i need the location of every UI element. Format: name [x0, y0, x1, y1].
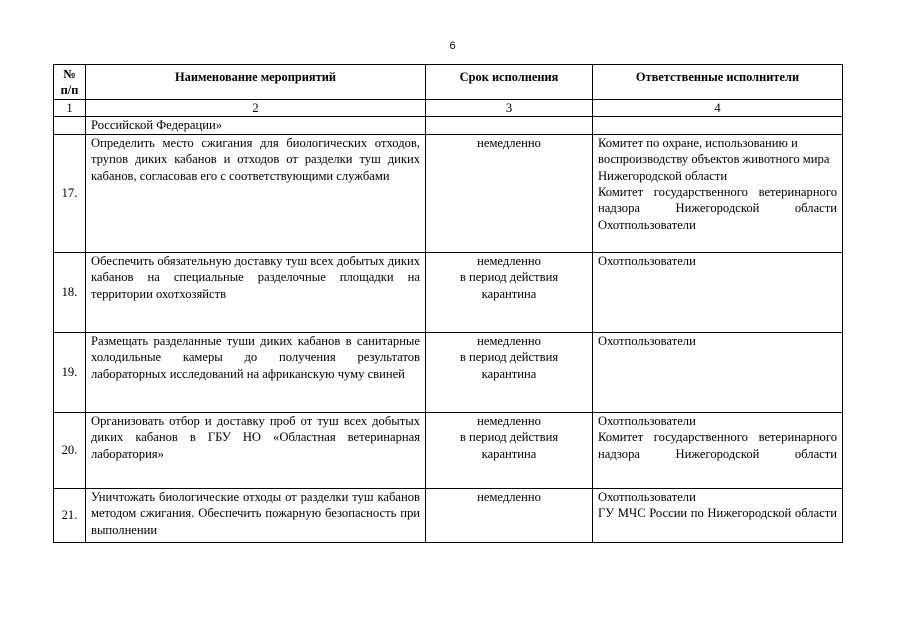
- continuation-num-cell: [54, 117, 86, 134]
- term-cell: [426, 332, 593, 412]
- responsible-line: Охотпользователи: [598, 253, 696, 268]
- table-row: [54, 488, 843, 542]
- term-line: немедленно: [477, 135, 541, 150]
- table-row: [54, 134, 843, 252]
- page-number: 6: [449, 40, 456, 52]
- table-row: [54, 332, 843, 412]
- task-text: Размещать разделанные туши диких кабанов в санитарные холодильные камеры до получения результатов лабораторных исследований на африканскую чуму свиней: [86, 332, 426, 412]
- table-row: [54, 412, 843, 488]
- index-cell: 2: [86, 100, 426, 117]
- responsible-line: ГУ МЧС России по Нижегородской области: [598, 506, 837, 521]
- responsible-cell: [593, 332, 843, 412]
- task-text: Организовать отбор и доставку проб от туш всех добытых диких кабанов в ГБУ НО «Областная ветеринарная лаборатория»: [86, 412, 426, 488]
- continuation-term-cell: [426, 117, 593, 134]
- responsible-line: Комитет государственного ветеринарного надзора Нижегородской области: [598, 185, 837, 216]
- row-number: 19.: [54, 332, 86, 412]
- responsible-line: Комитет государственного ветеринарного надзора Нижегородской области: [598, 430, 837, 461]
- row-number: 20.: [54, 412, 86, 488]
- responsible-cell: [593, 412, 843, 488]
- term-line: в период действия карантина: [459, 270, 559, 301]
- measures-table: [53, 64, 843, 543]
- term-line: немедленно: [477, 489, 541, 504]
- index-cell: 3: [426, 100, 593, 117]
- term-line: немедленно: [477, 253, 541, 268]
- header-responsible: Ответственные исполнители: [593, 65, 843, 100]
- responsible-line: Охотпользователи: [598, 217, 696, 232]
- header-num: № п/п: [54, 65, 86, 100]
- continuation-row: [54, 117, 843, 134]
- term-cell: [426, 134, 593, 252]
- continuation-text: Российской Федерации»: [86, 117, 426, 134]
- header-name: Наименование мероприятий: [86, 65, 426, 100]
- header-row: [54, 65, 843, 100]
- task-text: Уничтожать биологические отходы от разделки туш кабанов методом сжигания. Обеспечить пожарную безопасность при выполнении: [86, 488, 426, 542]
- term-line: в период действия карантина: [459, 430, 559, 461]
- responsible-cell: [593, 488, 843, 542]
- term-line: в период действия карантина: [459, 350, 559, 381]
- term-cell: [426, 412, 593, 488]
- row-number: 21.: [54, 488, 86, 542]
- term-cell: [426, 488, 593, 542]
- table-row: [54, 252, 843, 332]
- index-row: [54, 100, 843, 117]
- responsible-cell: [593, 252, 843, 332]
- responsible-line: Охотпользователи: [598, 333, 696, 348]
- responsible-line: Комитет по охране, использованию и воспроизводству объектов животного мира Нижегородской области: [598, 135, 830, 183]
- header-term: Срок исполнения: [426, 65, 593, 100]
- row-number: 18.: [54, 252, 86, 332]
- term-line: немедленно: [477, 333, 541, 348]
- term-cell: [426, 252, 593, 332]
- index-cell: 1: [54, 100, 86, 117]
- task-text: Обеспечить обязательную доставку туш всех добытых диких кабанов на специальные разделочные площадки на территории охотхозяйств: [86, 252, 426, 332]
- index-cell: 4: [593, 100, 843, 117]
- responsible-line: Охотпользователи: [598, 489, 696, 504]
- responsible-line: Охотпользователи: [598, 413, 696, 428]
- row-number: 17.: [54, 134, 86, 252]
- term-line: немедленно: [477, 413, 541, 428]
- responsible-cell: [593, 134, 843, 252]
- task-text: Определить место сжигания для биологических отходов, трупов диких кабанов и отходов от разделки туш диких кабанов, согласовав его с соответствующими службами: [86, 134, 426, 252]
- continuation-resp-cell: [593, 117, 843, 134]
